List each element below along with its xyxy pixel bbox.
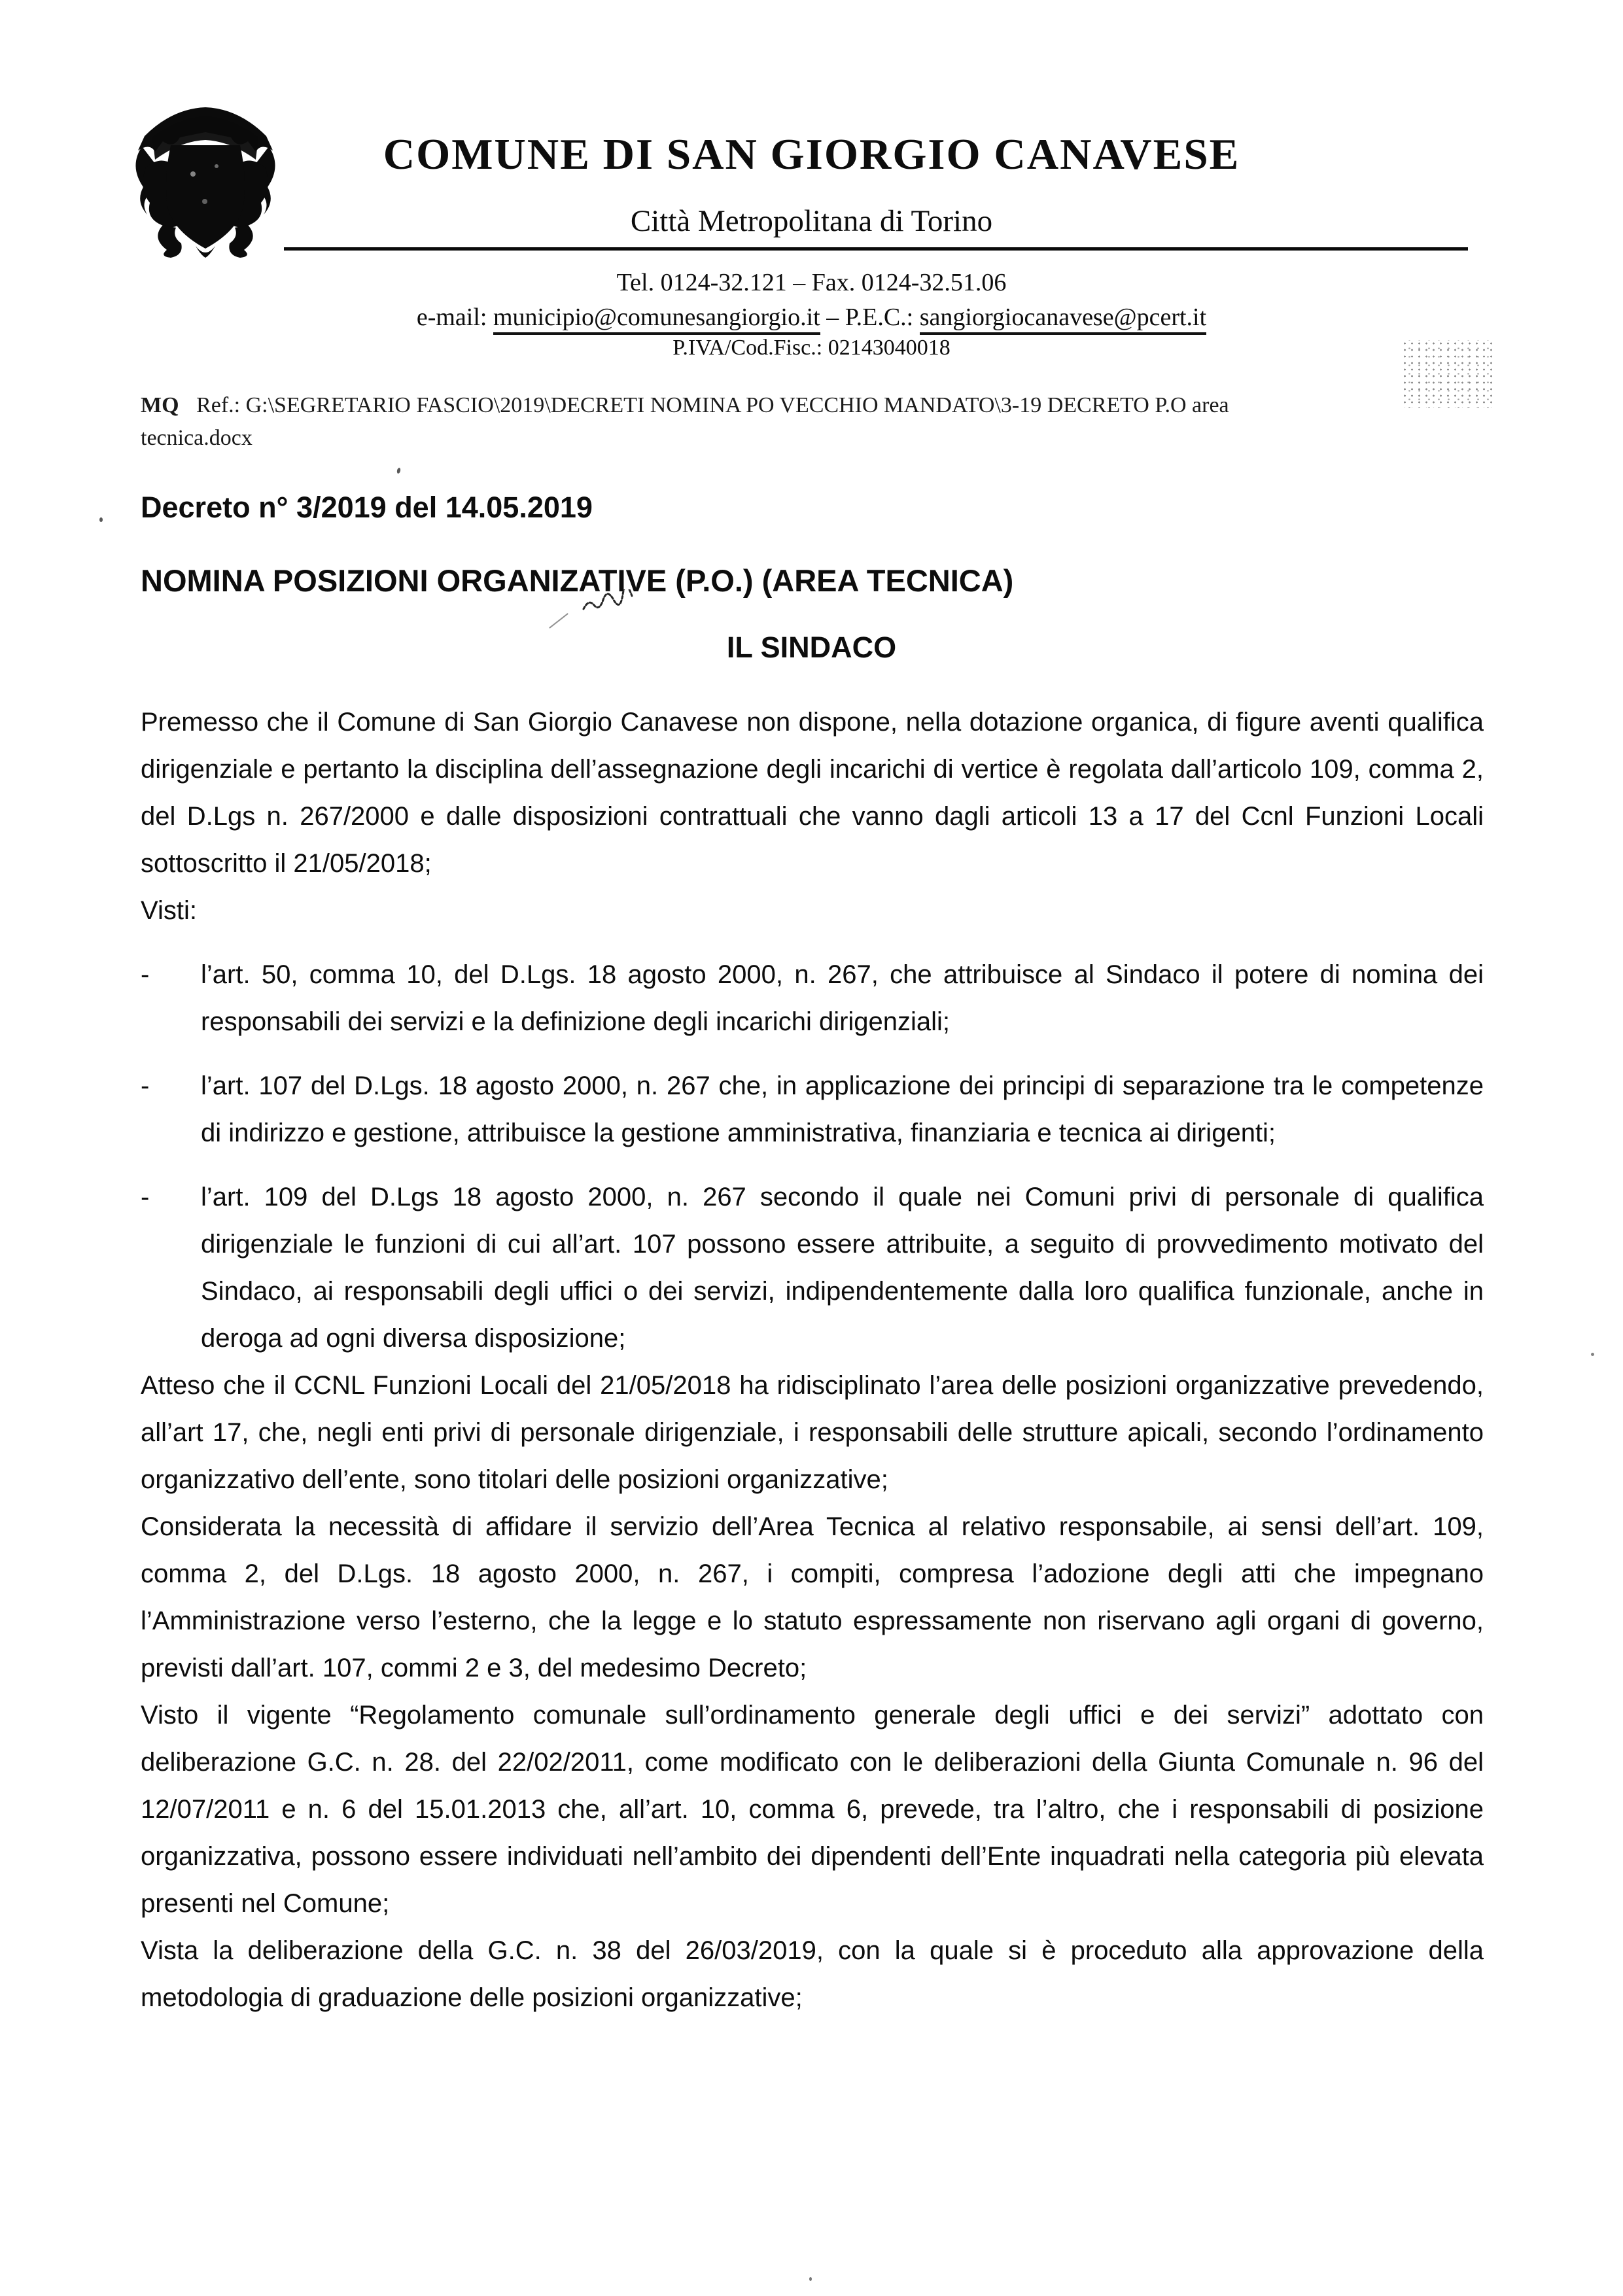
pec-address: sangiorgiocanavese@pcert.it xyxy=(920,304,1206,335)
list-item xyxy=(141,1062,1484,1157)
file-reference-prefix: MQ xyxy=(141,392,179,417)
body-text xyxy=(141,699,1484,2021)
handwritten-squiggle-mark xyxy=(581,589,636,618)
pec-label: – P.E.C.: xyxy=(826,303,914,331)
paragraph-considerata: Considerata la necessità di affidare il servizio dell’Area Tecnica al relativo responsabile, ai sensi dell’art. 109, comma 2, del D.Lgs. 18 agosto 2000, n. 267, i compiti, compresa l’adozione degli atti che impegnano l’Amministrazione verso l’esterno, che la legge e lo statuto espressamente non riservano agli organi di governo, previsti dall’art. 107, commi 2 e 3, del medesimo Decreto; xyxy=(141,1512,1484,1682)
phone-fax-line: Tel. 0124-32.121 – Fax. 0124-32.51.06 xyxy=(616,268,1007,296)
org-name: COMUNE DI SAN GIORGIO CANAVESE xyxy=(383,130,1240,179)
scan-speck xyxy=(396,468,401,474)
paragraph-vista-deliberazione: Vista la deliberazione della G.C. n. 38 del 26/03/2019, con la quale si è proceduto alla approvazione della metodologia di graduazione delle posizioni organizzative; xyxy=(141,1936,1484,2012)
visti-list xyxy=(141,951,1484,1362)
scan-noise-patch xyxy=(1401,340,1493,408)
email-address: municipio@comunesangiorgio.it xyxy=(493,304,820,335)
vat-line: P.IVA/Cod.Fisc.: 02143040018 xyxy=(672,335,951,360)
paragraph-atteso: Atteso che il CCNL Funzioni Locali del 21/05/2018 ha ridisciplinato l’area delle posizioni organizzative prevedendo, all’art 17, che, negli enti privi di personale dirigenziale, i responsabili delle strutture apicali, secondo l’ordinamento organizzativo dell’ente, sono titolari delle posizioni organizzative; xyxy=(141,1370,1484,1494)
scan-speck xyxy=(99,517,103,522)
file-reference xyxy=(141,389,1440,455)
dash-marker: - xyxy=(141,1182,150,1211)
dash-marker: - xyxy=(141,960,150,989)
list-item xyxy=(141,951,1484,1045)
list-item-text: l’art. 107 del D.Lgs. 18 agosto 2000, n. 267 che, in applicazione dei principi di separazione tra le competenze di indirizzo e gestione, attribuisce la gestione amministrativa, finanziaria e tecnica ai dirigenti; xyxy=(201,1071,1484,1147)
org-subtitle: Città Metropolitana di Torino xyxy=(630,203,993,238)
list-item-text: l’art. 50, comma 10, del D.Lgs. 18 agosto 2000, n. 267, che attribuisce al Sindaco il potere di nomina dei responsabili dei servizi e la definizione degli incarichi dirigenziali; xyxy=(201,960,1484,1036)
email-line xyxy=(0,305,1623,330)
scan-hair-stroke xyxy=(549,613,568,629)
scan-speck xyxy=(1591,1353,1594,1356)
paragraph-premesso: Premesso che il Comune di San Giorgio Canavese non dispone, nella dotazione organica, di figure aventi qualifica dirigenziale e pertanto la disciplina dell’assegnazione degli incarichi di vertice è regolata dall’articolo 109, comma 2, del D.Lgs n. 267/2000 e dalle disposizioni contrattuali che vanno dagli articoli 13 a 17 del Ccnl Funzioni Locali sottoscritto il 21/05/2018; xyxy=(141,707,1484,878)
paragraph-visto-regolamento: Visto il vigente “Regolamento comunale sull’ordinamento generale degli uffici e dei servizi” adottato con deliberazione G.C. n. 28. del 22/02/2011, come modificato con le deliberazioni della Giunta Comunale n. 96 del 12/07/2011 e n. 6 del 15.01.2013 che, all’art. 10, comma 6, prevede, tra l’altro, che i responsabili di posizione organizzativa, possono essere individuati nell’ambito dei dipendenti dell’Ente inquadrati nella categoria più elevata presenti nel Comune; xyxy=(141,1700,1484,1918)
file-reference-path: Ref.: G:\SEGRETARIO FASCIO\2019\DECRETI NOMINA PO VECCHIO MANDATO\3-19 DECRETO P.O area xyxy=(196,392,1229,417)
file-reference-continuation: tecnica.docx xyxy=(141,425,253,450)
municipal-coat-of-arms-icon xyxy=(133,103,278,259)
visti-label: Visti: xyxy=(141,896,197,925)
email-label: e-mail: xyxy=(416,303,487,331)
issuer-heading: IL SINDACO xyxy=(726,630,897,664)
decree-number-line: Decreto n° 3/2019 del 14.05.2019 xyxy=(141,490,593,524)
scan-speck xyxy=(809,2277,812,2281)
document-title: NOMINA POSIZIONI ORGANIZATIVE (P.O.) (AREA TECNICA) xyxy=(141,563,1014,598)
list-item-text: l’art. 109 del D.Lgs 18 agosto 2000, n. 267 secondo il quale nei Comuni privi di personale di qualifica dirigenziale le funzioni di cui all’art. 107 possono essere attribuite, a seguito di provvedimento motivato del Sindaco, ai responsabili degli uffici o dei servizi, indipendentemente dalla loro qualifica funzionale, anche in deroga ad ogni diversa disposizione; xyxy=(201,1182,1484,1353)
letterhead-divider xyxy=(284,247,1468,251)
dash-marker: - xyxy=(141,1071,150,1100)
list-item xyxy=(141,1174,1484,1362)
